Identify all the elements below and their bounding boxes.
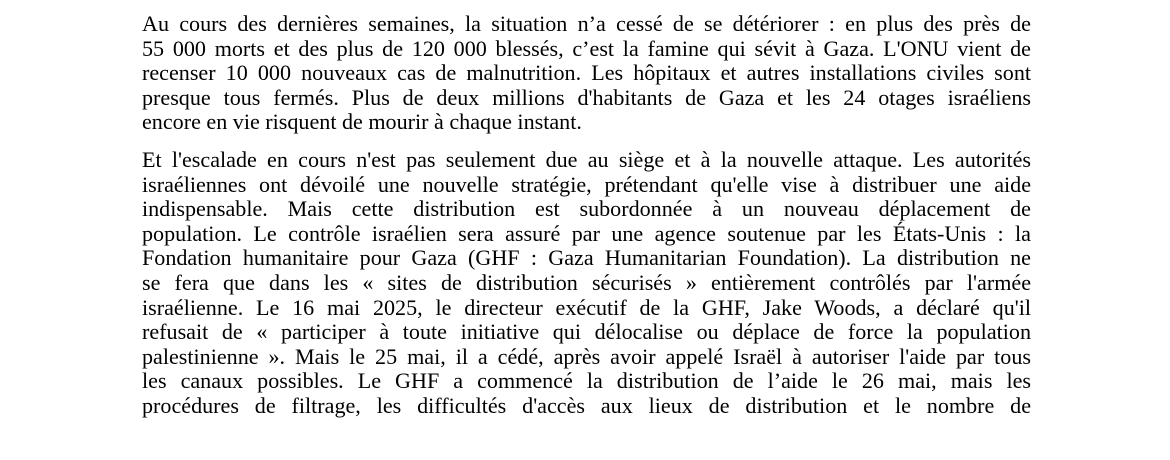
text-line: procédures de filtrage, les difficultés d'accès aux lieux de distribution et le nombre de (142, 392, 1031, 418)
text-body (142, 12, 1031, 419)
text-line: Et l'escalade en cours n'est pas seulement due au siège et à la nouvelle attaque. Les autorités (142, 146, 1031, 172)
paragraph-escalation (142, 148, 1031, 419)
text-line: israélienne. Le 16 mai 2025, le directeur exécutif de la GHF, Jake Woods, a déclaré qu'il (142, 294, 1031, 320)
text-line: presque tous fermés. Plus de deux millions d'habitants de Gaza et les 24 otages israéliens (142, 84, 1031, 110)
text-line: recenser 10 000 nouveaux cas de malnutrition. Les hôpitaux et autres installations civiles sont (142, 60, 1031, 86)
text-line: israéliennes ont dévoilé une nouvelle stratégie, prétendant qu'elle vise à distribuer une aide (142, 171, 1031, 197)
text-line: indispensable. Mais cette distribution est subordonnée à un nouveau déplacement de (142, 196, 1031, 222)
text-line: 55 000 morts et des plus de 120 000 blessés, c’est la famine qui sévit à Gaza. L'ONU vient de (142, 35, 1031, 61)
text-line: encore en vie risquent de mourir à chaque instant. (142, 109, 582, 135)
text-line: Fondation humanitaire pour Gaza (GHF : Gaza Humanitarian Foundation). La distribution ne (142, 245, 1031, 271)
text-line: refusait de « participer à toute initiative qui délocalise ou déplace de force la population (142, 319, 1031, 345)
text-line: palestinienne ». Mais le 25 mai, il a cédé, après avoir appelé Israël à autoriser l'aide par tous (142, 343, 1031, 369)
paragraph-situation (142, 12, 1031, 135)
text-line: se fera que dans les « sites de distribution sécurisés » entièrement contrôlés par l'armée (142, 269, 1031, 295)
text-line: Au cours des dernières semaines, la situation n’a cessé de se détériorer : en plus des près de (142, 11, 1031, 36)
text-line: population. Le contrôle israélien sera assuré par une agence soutenue par les États-Unis : la (142, 220, 1031, 246)
text-line: les canaux possibles. Le GHF a commencé la distribution de l’aide le 26 mai, mais les (142, 368, 1031, 394)
